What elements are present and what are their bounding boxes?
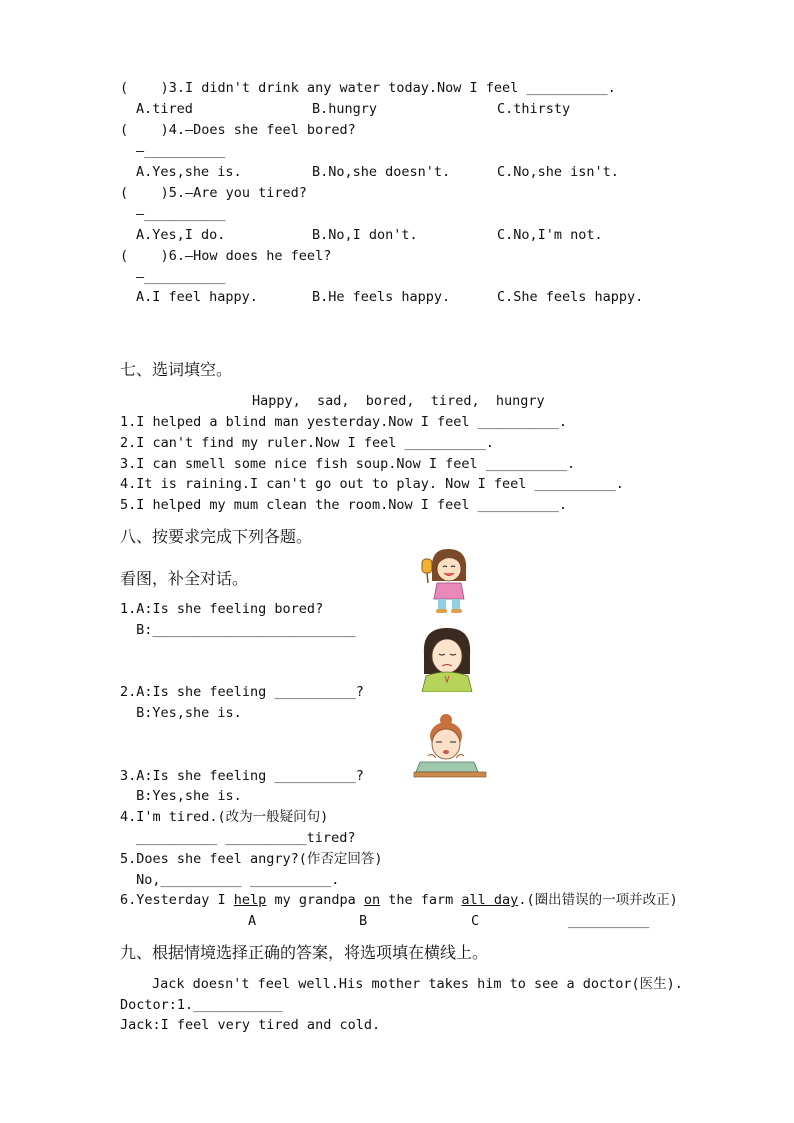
fill-item-5: 5.I helped my mum clean the room.Now I feel __________. [120,497,568,513]
q5-option-b: B.No,I don't. [312,227,418,243]
s8-q4-a: 4.I'm tired.(改为一般疑问句) [120,809,329,825]
q6-option-b: B.He feels happy. [312,289,451,305]
s8-q4-b: __________ __________tired? [136,830,356,846]
q6-answer-line: —__________ [136,269,226,285]
s8-q6-letter-b: B [359,913,368,929]
s8-q6-pre: 6.Yesterday I [120,892,234,908]
section8-heading: 八、按要求完成下列各题。 [120,527,313,546]
q6-stem: ( )6.—How does he feel? [120,248,332,264]
q4-option-a: A.Yes,she is. [136,164,242,180]
section7-heading: 七、选词填空。 [120,360,233,379]
q5-answer-line: —__________ [136,206,226,222]
s8-q6-sentence [120,892,678,908]
q3-stem: ( )3.I didn't drink any water today.Now I feel __________. [120,80,616,96]
s8-q3-b: B:Yes,she is. [128,788,242,804]
s8-q6-correction-blank: __________ [568,913,650,929]
word-bank: Happy, sad, bored, tired, hungry [252,393,545,409]
s9-jack-line: Jack:I feel very tired and cold. [120,1017,381,1033]
q4-option-c: C.No,she isn't. [497,164,619,180]
s8-q6-letter-c: C [471,913,480,929]
q6-option-c: C.She feels happy. [497,289,644,305]
q3-option-b: B.hungry [312,101,378,117]
s8-q6-allday: all day [461,892,519,908]
s8-q3-a: 3.A:Is she feeling __________? [120,768,364,784]
q5-option-a: A.Yes,I do. [136,227,226,243]
q5-option-c: C.No,I'm not. [497,227,603,243]
s8-q6-mid1: my grandpa [266,892,364,908]
fill-item-3: 3.I can smell some nice fish soup.Now I feel __________. [120,456,576,472]
q5-stem: ( )5.—Are you tired? [120,185,307,201]
section8-subheading: 看图，补全对话。 [120,569,249,588]
q4-answer-line: —__________ [136,143,226,159]
fill-item-4: 4.It is raining.I can't go out to play. Now I feel __________. [120,476,624,492]
fill-item-2: 2.I can't find my ruler.Now I feel __________. [120,435,494,451]
tired-girl-picture [412,712,488,780]
q6-option-a: A.I feel happy. [136,289,258,305]
s8-q1-b: B:_________________________ [128,622,356,638]
s8-q6-on: on [363,892,381,908]
s8-q5-a: 5.Does she feel angry?(作否定回答) [120,851,383,867]
section9-heading: 九、根据情境选择正确的答案，将选项填在横线上。 [120,943,489,962]
s8-q2-b: B:Yes,she is. [128,705,242,721]
s8-q5-b: No,__________ __________. [128,872,340,888]
q4-stem: ( )4.—Does she feel bored? [120,122,356,138]
s8-q6-letter-a: A [248,913,257,929]
s9-intro: Jack doesn't feel well.His mother takes him to see a doctor(医生). [152,976,683,992]
s8-q6-post: .(圈出错误的一项并改正) [518,892,678,908]
s8-q2-a: 2.A:Is she feeling __________? [120,684,364,700]
s9-doctor-line: Doctor:1.___________ [120,997,283,1013]
s8-q6-mid2: the farm [380,892,462,908]
sad-girl-picture [418,624,476,692]
fill-item-1: 1.I helped a blind man yesterday.Now I feel __________. [120,414,568,430]
happy-girl-picture [412,545,480,615]
q4-option-b: B.No,she doesn't. [312,164,451,180]
s8-q1-a: 1.A:Is she feeling bored? [120,601,324,617]
q3-option-a: A.tired [136,101,193,117]
s8-q6-help: help [233,892,267,908]
q3-option-c: C.thirsty [497,101,571,117]
ice-lolly-icon [422,559,432,583]
